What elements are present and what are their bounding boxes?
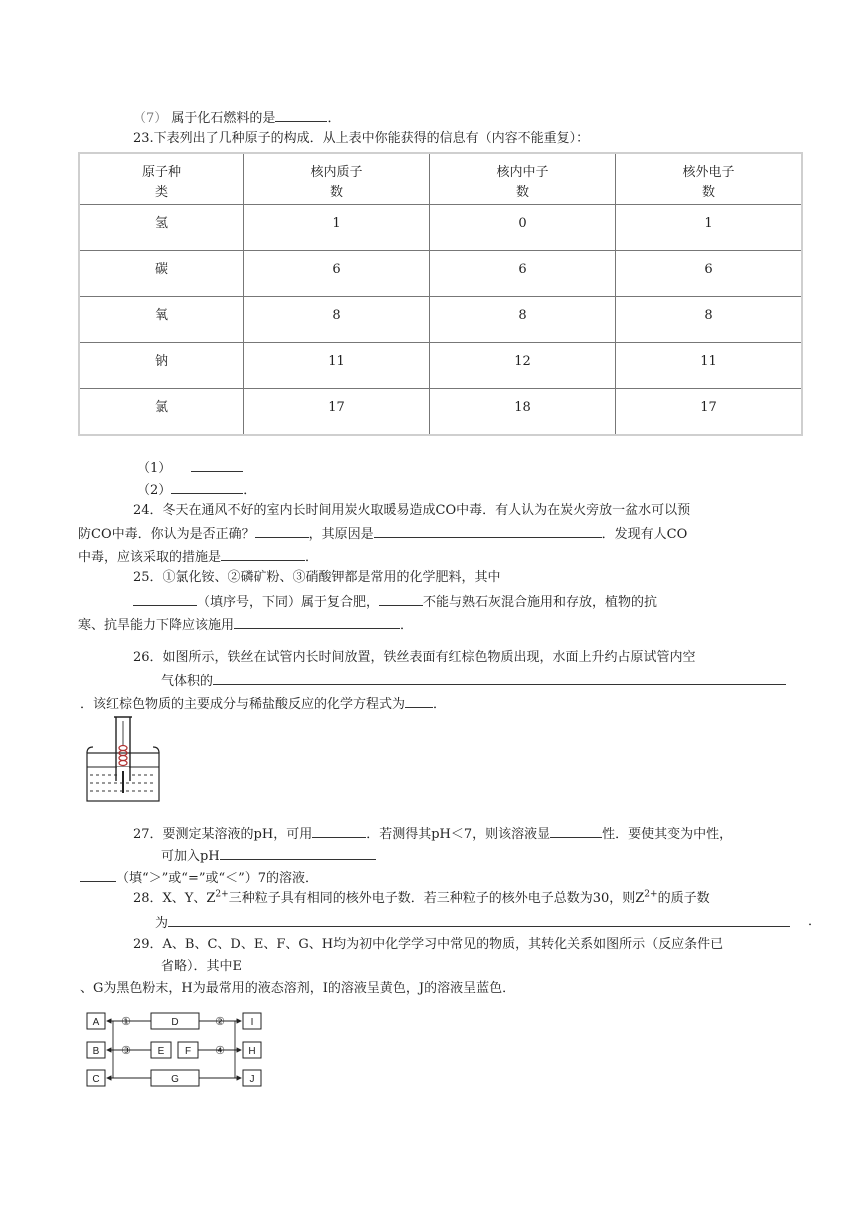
q7-answer-blank[interactable] <box>275 108 327 122</box>
svg-text:D: D <box>171 1017 179 1028</box>
svg-text:C: C <box>92 1074 100 1085</box>
svg-text:E: E <box>157 1046 165 1057</box>
box-J <box>243 1070 261 1086</box>
svg-text:J: J <box>249 1074 255 1085</box>
box-B <box>87 1042 105 1058</box>
table-cell: 氯 <box>79 389 244 436</box>
table-cell: 6 <box>430 251 616 297</box>
svg-text:A: A <box>92 1017 100 1028</box>
svg-text:B: B <box>92 1046 100 1057</box>
table-header-cell: 核外电子 数 <box>616 153 803 205</box>
q7-end: ． <box>327 111 341 126</box>
atom-table <box>78 152 803 436</box>
table-header-cell: 核内质子 数 <box>244 153 430 205</box>
iron-wire-coil <box>119 746 127 766</box>
q26-line-1: 26．如图所示，铁丝在试管内长时间放置，铁丝表面有红棕色物质出现，水面上升约占原试管内空 <box>133 650 696 665</box>
q26-blank-volume[interactable] <box>213 671 786 685</box>
q27-line-2: 可加入pH <box>161 846 376 866</box>
table-row <box>79 343 802 389</box>
table-cell: 17 <box>244 389 430 436</box>
circle-2: ② <box>215 1016 225 1028</box>
q27-blank-nature[interactable] <box>550 824 602 838</box>
q23-answer-2: （2） ． <box>137 480 256 500</box>
table-cell: 18 <box>430 389 616 436</box>
table-cell: 0 <box>430 205 616 251</box>
table-cell: 氧 <box>79 297 244 343</box>
q25-line-1: 25．①氯化铵、②磷矿粉、③硝酸钾都是常用的化学肥料，其中 <box>133 570 501 585</box>
table-header-cell: 核内中子 数 <box>430 153 616 205</box>
box-G <box>151 1070 199 1086</box>
q24-blank-correct[interactable] <box>255 524 309 538</box>
svg-text:I: I <box>250 1017 254 1028</box>
box-I <box>243 1013 261 1029</box>
q25-blank-fertilizer[interactable] <box>234 615 400 629</box>
table-cell: 8 <box>430 297 616 343</box>
q7-number: （7） <box>133 111 168 126</box>
table-cell: 氢 <box>79 205 244 251</box>
q24-line-1: 24．冬天在通风不好的室内长时间用炭火取暖易造成CO中毒．有人认为在炭火旁放一盆水可以预 <box>133 503 691 518</box>
q24-blank-reason[interactable] <box>374 524 602 538</box>
table-cell: 8 <box>616 297 803 343</box>
q28-blank-protons[interactable] <box>168 913 790 927</box>
box-D <box>151 1013 199 1029</box>
q29-line-3: 、G为黑色粉末，H为最常用的液态溶剂，I的溶液呈黄色，J的溶液呈蓝色． <box>80 981 516 996</box>
box-F <box>178 1042 198 1058</box>
q28-end: ． <box>808 914 822 929</box>
q24-blank-measure[interactable] <box>221 547 305 561</box>
table-cell: 1 <box>616 205 803 251</box>
q23-text: 23.下表列出了几种原子的构成．从上表中你能获得的信息有（内容不能重复）： <box>133 131 590 146</box>
q26-blank-equation[interactable] <box>405 694 433 708</box>
table-header-cell: 原子种 类 <box>79 153 244 205</box>
q26-line-3: ．该红棕色物质的主要成分与稀盐酸反应的化学方程式为 ． <box>80 694 446 714</box>
q27-line-1: 27．要测定某溶液的pH，可用 ．若测得其pH＜7，则该溶液显 性．要使其变为中性， <box>133 824 732 844</box>
q27-blank-tool[interactable] <box>312 824 366 838</box>
q7-line <box>133 108 340 128</box>
q27-blank-ph[interactable] <box>220 846 376 860</box>
table-row <box>79 205 802 251</box>
q29-line-2: 省略）．其中E <box>161 959 242 974</box>
q23-blank-2[interactable] <box>171 480 243 494</box>
q25-blank-compound[interactable] <box>133 592 197 606</box>
table-cell: 11 <box>616 343 803 389</box>
svg-text:F: F <box>184 1046 192 1057</box>
circle-1: ① <box>121 1016 131 1028</box>
table-header-row <box>79 153 802 205</box>
svg-text:G: G <box>171 1074 179 1085</box>
circle-4: ④ <box>215 1045 225 1057</box>
table-cell: 钠 <box>79 343 244 389</box>
table-cell: 6 <box>616 251 803 297</box>
table-row <box>79 389 802 436</box>
q23-blank-1[interactable] <box>191 458 243 472</box>
table-cell: 17 <box>616 389 803 436</box>
q27-line-3: （填“＞”或“=”或“＜”）7的溶液． <box>80 868 318 888</box>
table-cell: 8 <box>244 297 430 343</box>
box-A <box>87 1013 105 1029</box>
q24-line-3: 中毒，应该采取的措施是 ． <box>78 547 318 567</box>
q29-line-1: 29．A、B、C、D、E、F、G、H均为初中化学学习中常见的物质，其转化关系如图所示（反应条件已 <box>133 937 724 952</box>
q26-line-2: 气体积的 <box>161 671 786 691</box>
q28-line-1: 28．X、Y、$Z^{2+}$三种粒子具有相同的核外电子数．若三种粒子的核外电子总数为30，则$Z^{2+}$的质子数 <box>133 889 710 906</box>
table-cell: 11 <box>244 343 430 389</box>
table-cell: 碳 <box>79 251 244 297</box>
table-cell: 12 <box>430 343 616 389</box>
q25-line-3: 寒、抗旱能力下降应该施用 ． <box>78 615 413 635</box>
box-C <box>87 1070 105 1086</box>
test-tube-figure <box>86 715 162 805</box>
q7-text: 属于化石燃料的是 <box>171 111 276 126</box>
q23-answer-1: （1） <box>137 458 243 478</box>
table-row <box>79 251 802 297</box>
box-H <box>243 1042 261 1058</box>
q27-blank-compare[interactable] <box>80 868 116 882</box>
q25-line-2: （填序号，下同）属于复合肥， 不能与熟石灰混合施用和存放，植物的抗 <box>133 592 657 612</box>
circle-3: ③ <box>121 1045 131 1057</box>
q24-line-2: 防CO中毒．你认为是否正确？ ，其原因是 ．发现有人CO <box>78 524 687 544</box>
table-cell: 1 <box>244 205 430 251</box>
relation-diagram <box>85 1008 267 1090</box>
table-row <box>79 297 802 343</box>
box-E <box>151 1042 171 1058</box>
table-cell: 6 <box>244 251 430 297</box>
svg-text:H: H <box>248 1046 256 1057</box>
q25-blank-lime[interactable] <box>379 592 423 606</box>
q28-line-2: 为 <box>155 913 790 933</box>
